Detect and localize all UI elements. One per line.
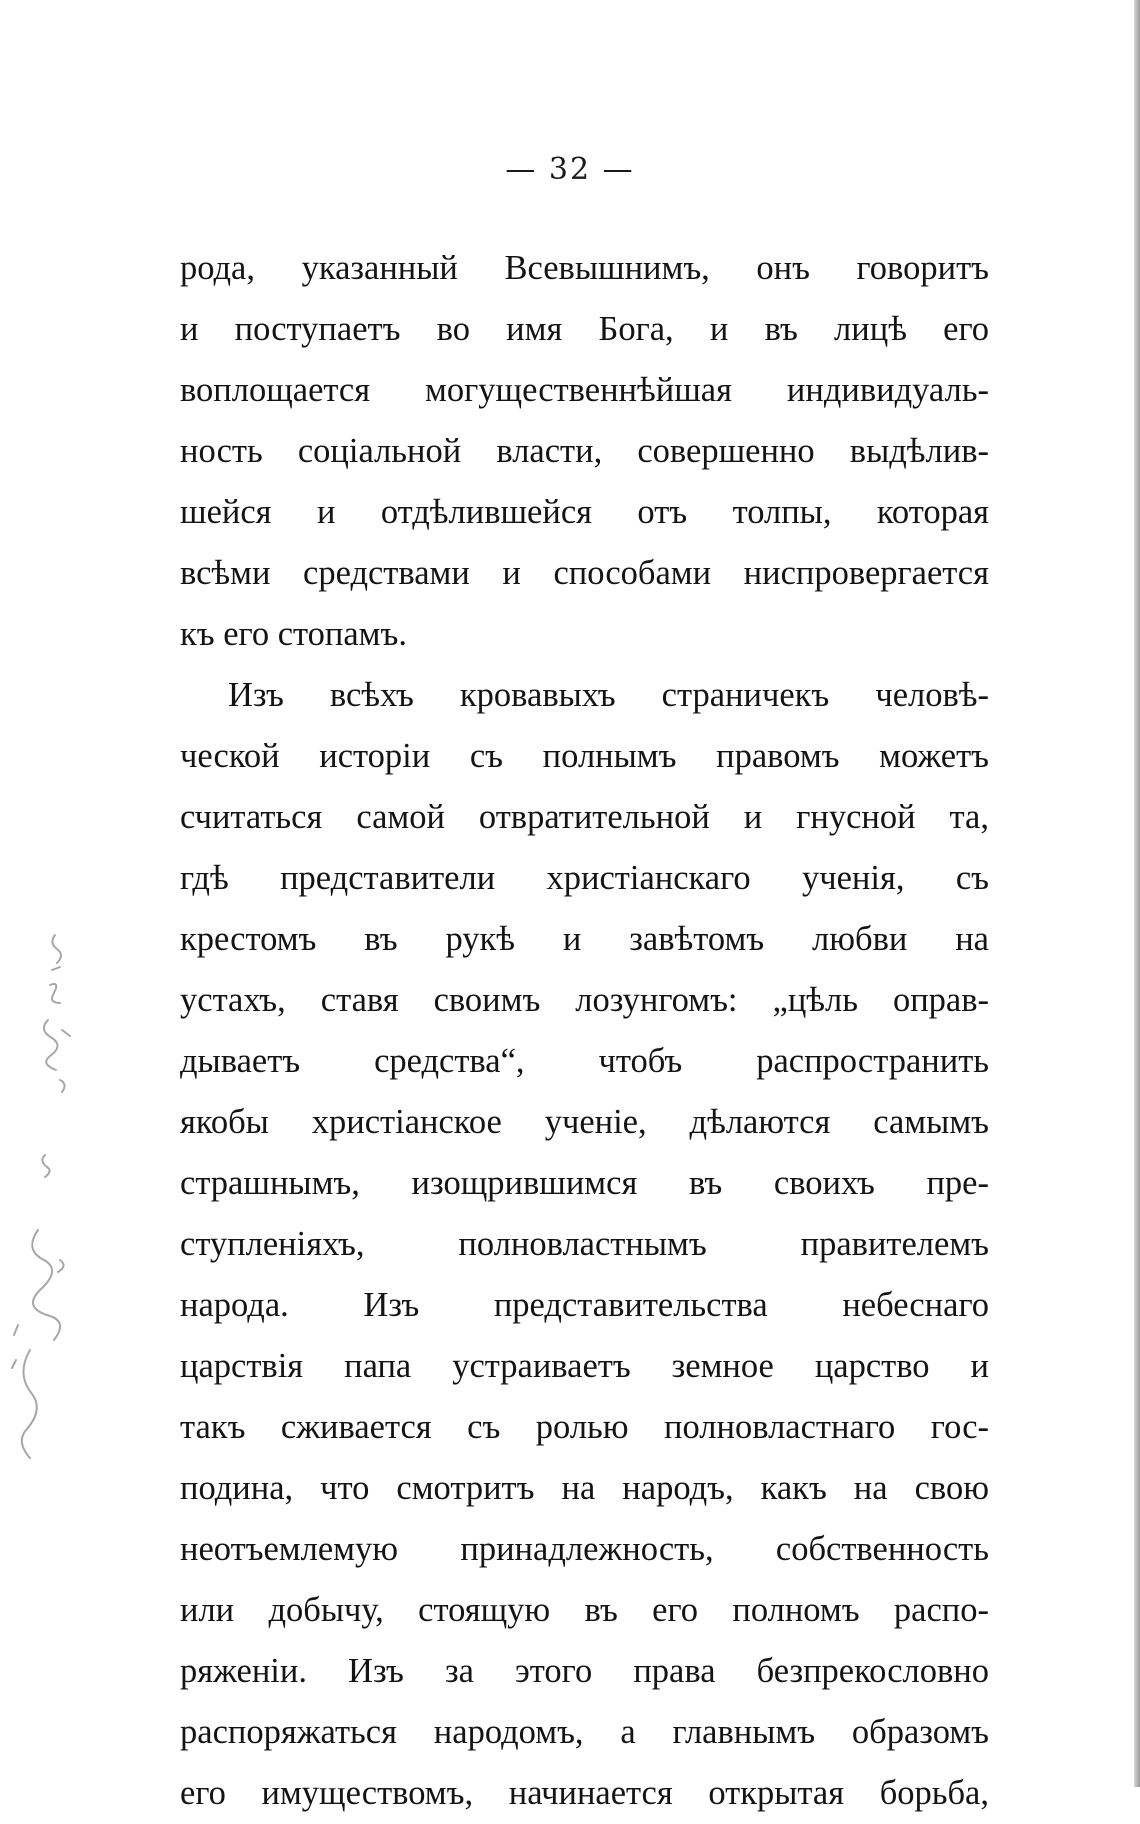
- text-line: ступленіяхъ, полновластнымъ правителемъ: [180, 1225, 989, 1263]
- text-line: народа. Изъ представительства небеснаго: [180, 1286, 989, 1324]
- text-line: страшнымъ, изощрившимся въ своихъ пре-: [180, 1164, 989, 1202]
- text-line: распоряжаться народомъ, а главнымъ образомъ: [180, 1713, 989, 1751]
- text-line: считаться самой отвратительной и гнусной та,: [180, 798, 989, 836]
- text-line: его имуществомъ, начинается открытая борьба,: [180, 1774, 989, 1812]
- text-line: воплощается могущественнѣйшая индивидуаль-: [180, 371, 989, 409]
- page-edge-shadow: [1134, 0, 1140, 1787]
- text-line: и поступаетъ во имя Бога, и въ лицѣ его: [180, 310, 989, 348]
- text-line: ность соціальной власти, совершенно выдѣлив-: [180, 432, 989, 470]
- text-line: подина, что смотритъ на народъ, какъ на свою: [180, 1469, 989, 1507]
- handwritten-margin-annotation: [0, 930, 120, 1490]
- text-line: гдѣ представители христіанскаго ученія, съ: [180, 859, 989, 897]
- text-line: или добычу, стоящую въ его полномъ распо-: [180, 1591, 989, 1629]
- text-line: ряженіи. Изъ за этого права безпрекословно: [180, 1652, 989, 1690]
- text-line: царствія папа устраиваетъ земное царство и: [180, 1347, 989, 1385]
- text-line: дываетъ средства“, чтобъ распространить: [180, 1042, 989, 1080]
- text-line: шейся и отдѣлившейся отъ толпы, которая: [180, 493, 989, 531]
- text-line: къ его стопамъ.: [180, 615, 407, 653]
- body-text: [180, 238, 989, 1824]
- text-line: неотъемлемую принадлежность, собственность: [180, 1530, 989, 1568]
- text-line: крестомъ въ рукѣ и завѣтомъ любви на: [180, 920, 989, 958]
- text-line: якобы христіанское ученіе, дѣлаются самымъ: [180, 1103, 989, 1141]
- text-line: Изъ всѣхъ кровавыхъ страничекъ человѣ-: [228, 676, 989, 714]
- text-line: устахъ, ставя своимъ лозунгомъ: „цѣль оправ-: [180, 981, 989, 1019]
- page-number: — 32 —: [505, 152, 635, 187]
- text-line: такъ сживается съ ролью полновластнаго гос-: [180, 1408, 989, 1446]
- text-line: всѣми средствами и способами ниспровергается: [180, 554, 989, 592]
- text-line: ческой исторіи съ полнымъ правомъ можетъ: [180, 737, 989, 775]
- text-line: рода, указанный Всевышнимъ, онъ говоритъ: [180, 249, 989, 287]
